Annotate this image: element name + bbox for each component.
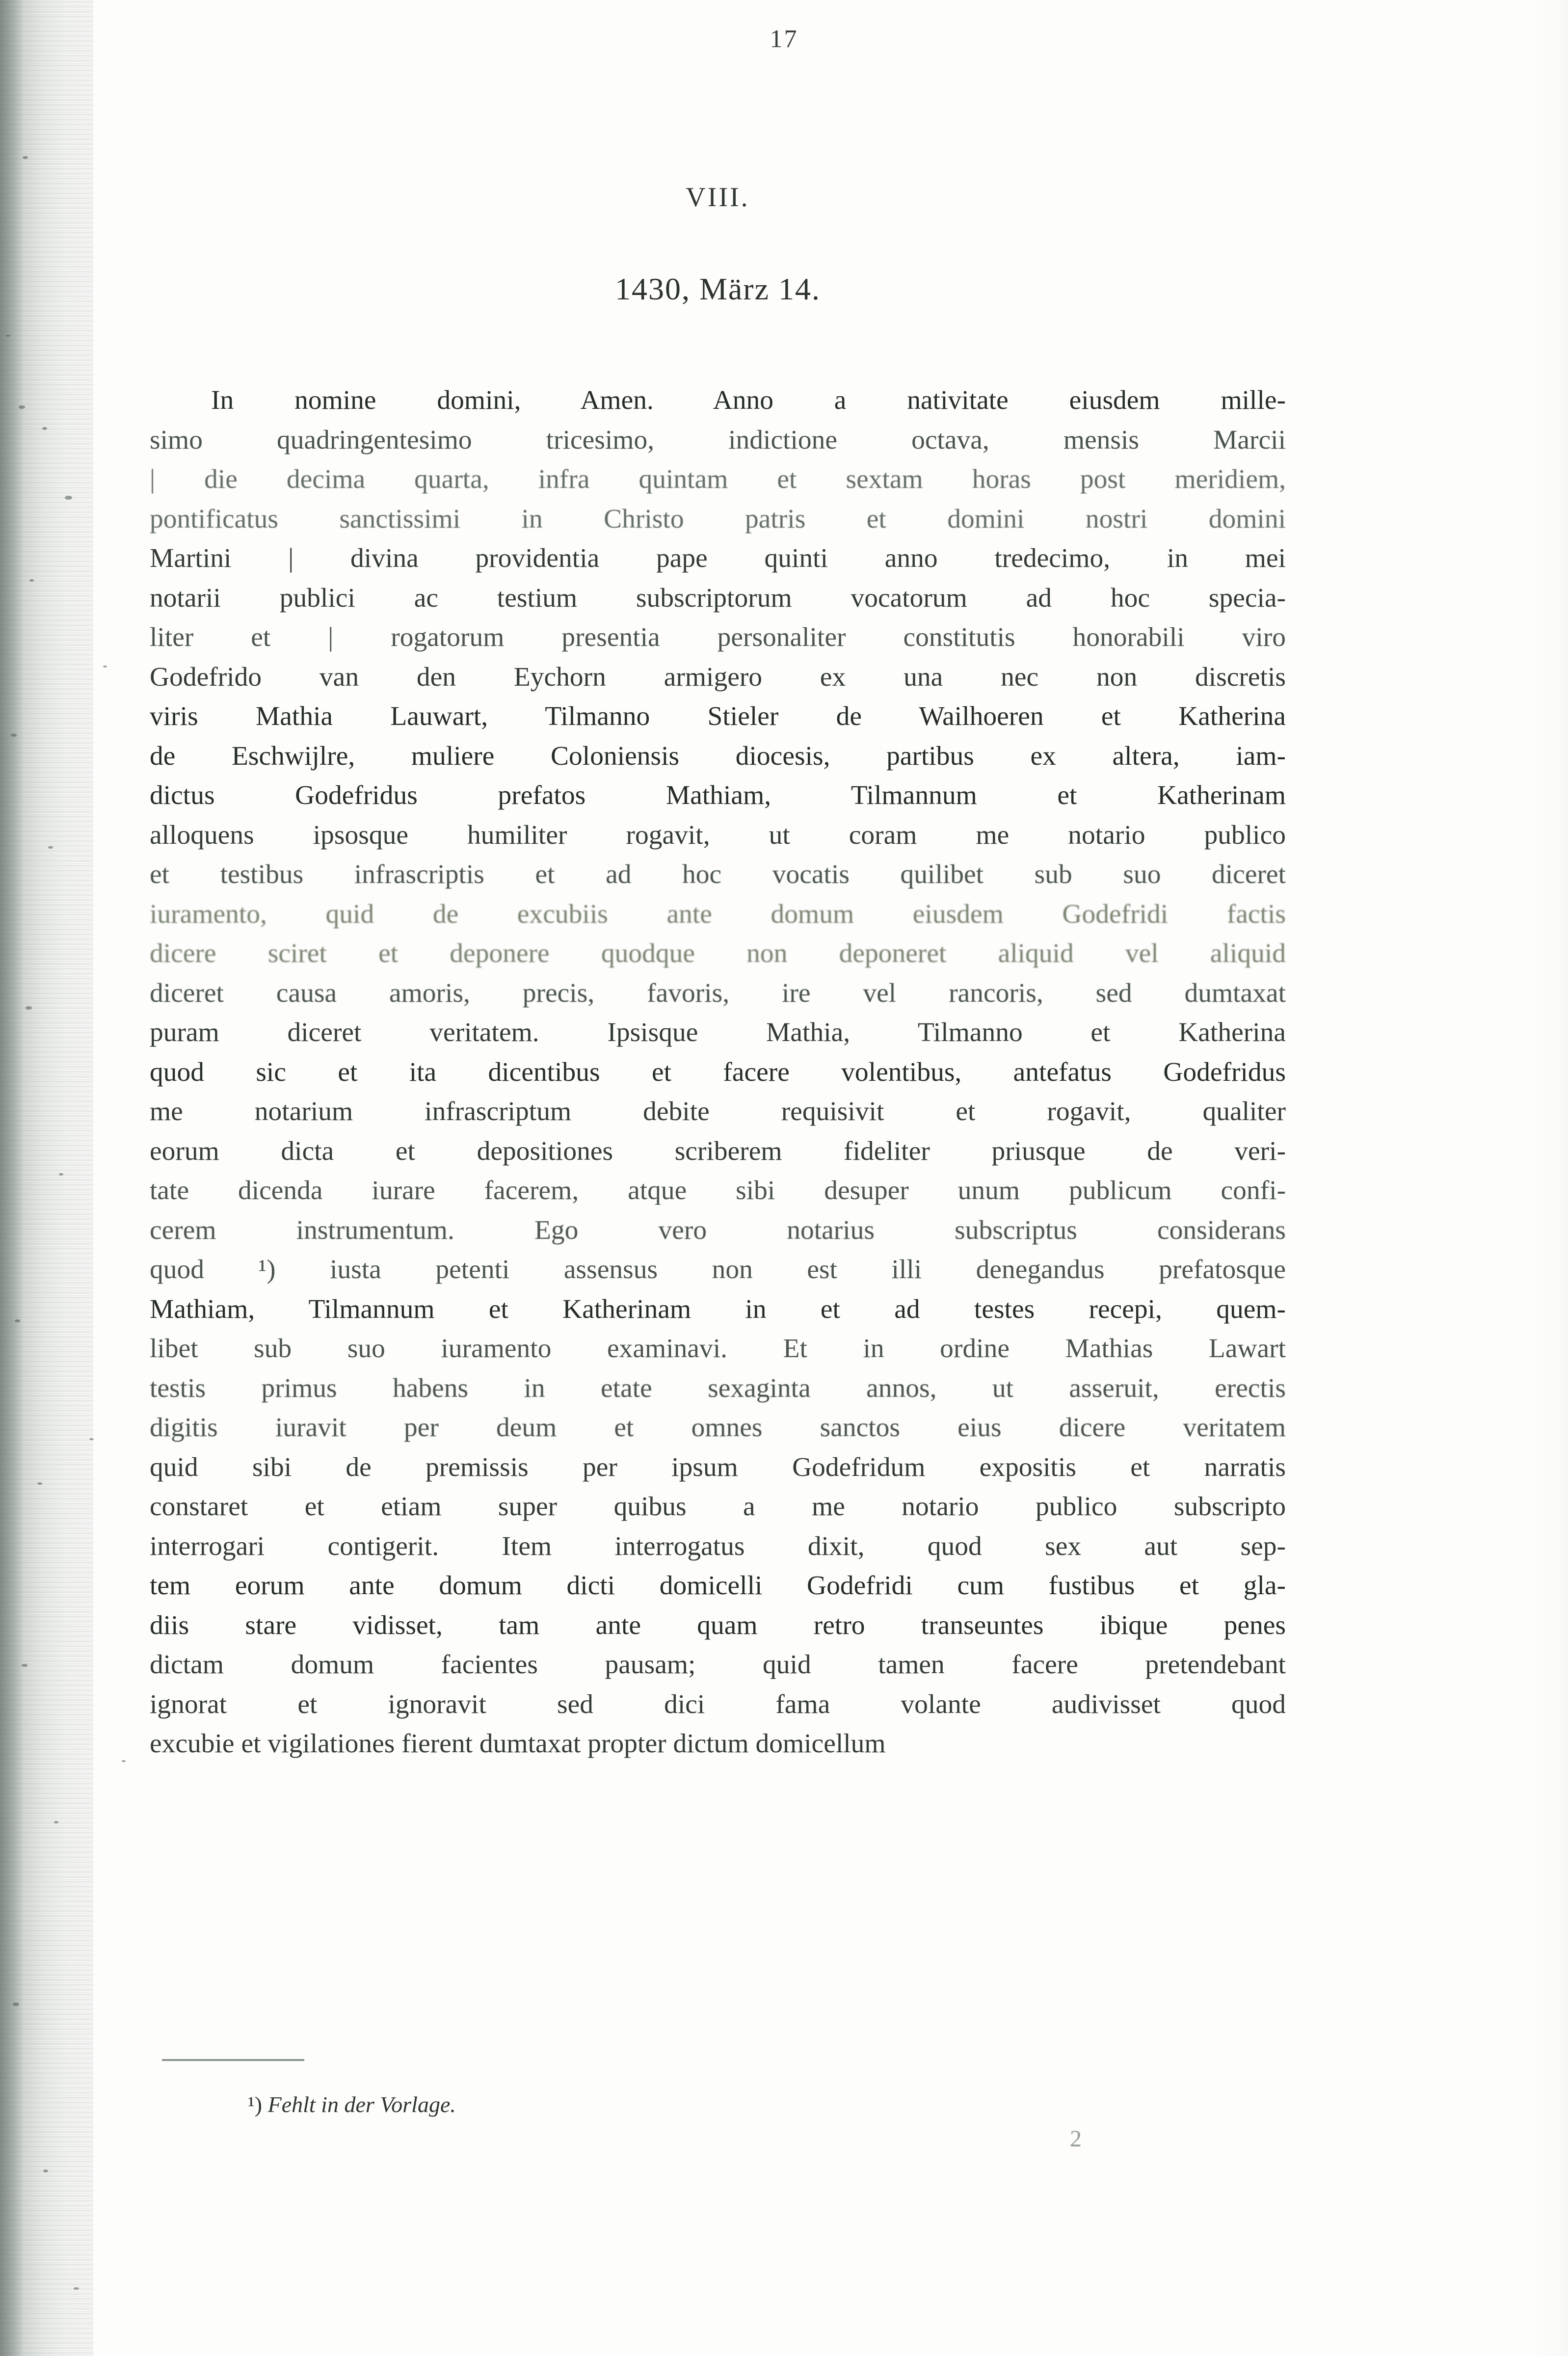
body-line: dictus Godefridus prefatos Mathiam, Tilmannum et Katherinam <box>150 780 1286 810</box>
scan-speck <box>89 1438 94 1440</box>
binding-gutter-artifact <box>0 0 23 2356</box>
body-line: Mathiam, Tilmannum et Katherinam in et ad testes recepi, quem- <box>150 1294 1286 1324</box>
body-line: Godefrido van den Eychorn armigero ex una nec non discretis <box>150 662 1286 692</box>
body-line: iuramento, quid de excubiis ante domum eiusdem Godefridi factis <box>150 899 1286 929</box>
body-line: testis primus habens in etate sexaginta annos, ut asseruit, erectis <box>150 1373 1286 1403</box>
body-line: diceret causa amoris, precis, favoris, ire vel rancoris, sed dumtaxat <box>150 978 1286 1008</box>
footnote-entry <box>248 2090 1286 2119</box>
body-line: ignorat et ignoravit sed dici fama volante audivisset quod <box>150 1689 1286 1719</box>
scan-speck <box>22 1664 27 1667</box>
scan-speck <box>42 427 47 430</box>
body-line: puram diceret veritatem. Ipsisque Mathia, Tilmanno et Katherina <box>150 1017 1286 1047</box>
body-line: viris Mathia Lauwart, Tilmanno Stieler de Wailhoeren et Katherina <box>150 701 1286 731</box>
signature-mark: 2 <box>1070 2126 1082 2152</box>
body-line: alloquens ipsosque humiliter rogavit, ut coram me notario publico <box>150 820 1286 850</box>
document-content <box>150 182 1286 1764</box>
body-line: me notarium infrascriptum debite requisivit et rogavit, qualiter <box>150 1097 1286 1126</box>
body-line: liter et | rogatorum presentia personaliter constitutis honorabili viro <box>150 622 1286 652</box>
scan-speck <box>29 579 34 582</box>
body-line: et testibus infrascriptis et ad hoc vocatis quilibet sub suo diceret <box>150 859 1286 889</box>
body-line: dictam domum facientes pausam; quid tamen facere pretendebant <box>150 1650 1286 1680</box>
footnote-separator-rule <box>162 2059 304 2061</box>
body-line: excubie et vigilationes fierent dumtaxat propter dictum domicellum <box>150 1729 886 1759</box>
scan-speck <box>37 1482 42 1485</box>
scan-speck <box>122 1760 126 1762</box>
body-paragraph <box>150 381 1286 1764</box>
binding-shadow-artifact <box>0 0 93 2356</box>
body-line: libet sub suo iuramento examinavi. Et in ordine Mathias Lawart <box>150 1334 1286 1364</box>
body-line: pontificatus sanctissimi in Christo patris et domini nostri domini <box>150 504 1286 534</box>
scan-speck <box>23 156 28 159</box>
scan-speck <box>43 2169 48 2172</box>
body-line: eorum dicta et depositiones scriberem fideliter priusque de veri- <box>150 1136 1286 1166</box>
scan-speck <box>59 1173 63 1176</box>
body-line: cerem instrumentum. Ego vero notarius subscriptus considerans <box>150 1215 1286 1245</box>
scan-speck <box>15 1319 20 1322</box>
footnote-marker: ¹) <box>248 2092 263 2117</box>
body-line: quod ¹) iusta petenti assensus non est illi denegandus prefatosque <box>150 1255 1286 1285</box>
body-line: Martini | divina providentia pape quinti anno tredecimo, in mei <box>150 543 1286 573</box>
footnote-area <box>150 2059 1286 2119</box>
body-line: quid sibi de premissis per ipsum Godefridum expositis et narratis <box>150 1452 1286 1482</box>
scan-speck <box>48 846 53 849</box>
body-line: constaret et etiam super quibus a me notario publico subscripto <box>150 1492 1286 1522</box>
body-line: interrogari contigerit. Item interrogatus dixit, quod sex aut sep- <box>150 1531 1286 1561</box>
footnote-text: Fehlt in der Vorlage. <box>267 2092 456 2117</box>
body-line: simo quadringentesimo tricesimo, indictione octava, mensis Marcii <box>150 425 1286 455</box>
body-line: dicere sciret et deponere quodque non deponeret aliquid vel aliquid <box>150 938 1286 968</box>
scan-speck <box>13 2003 19 2006</box>
scan-speck <box>19 405 25 409</box>
body-line: de Eschwijlre, muliere Coloniensis diocesis, partibus ex altera, iam- <box>150 741 1286 771</box>
section-number-heading: VIII. <box>686 182 750 213</box>
body-line: digitis iuravit per deum et omnes sanctos eius dicere veritatem <box>150 1413 1286 1443</box>
dateline-heading: 1430, März 14. <box>614 271 821 306</box>
scan-speck <box>74 2287 79 2290</box>
body-line: In nomine domini, Amen. Anno a nativitate eiusdem mille- <box>211 385 1286 415</box>
body-line: | die decima quarta, infra quintam et sextam horas post meridiem, <box>150 464 1286 494</box>
right-edge-fade-artifact <box>1534 0 1568 2356</box>
body-line: diis stare vidisset, tam ante quam retro transeuntes ibique penes <box>150 1610 1286 1640</box>
scan-speck <box>6 335 10 337</box>
body-line: tem eorum ante domum dicti domicelli Godefridi cum fustibus et gla- <box>150 1571 1286 1601</box>
scan-speck <box>26 1006 32 1010</box>
body-line: quod sic et ita dicentibus et facere volentibus, antefatus Godefridus <box>150 1057 1286 1087</box>
body-line: tate dicenda iurare facerem, atque sibi desuper unum publicum confi- <box>150 1176 1286 1205</box>
scan-speck <box>65 496 72 500</box>
scan-speck <box>11 734 17 737</box>
scan-speck <box>103 666 107 668</box>
body-line: notarii publici ac testium subscriptorum vocatorum ad hoc specia- <box>150 583 1286 613</box>
scan-speck <box>54 1821 58 1823</box>
page-number: 17 <box>770 25 798 53</box>
